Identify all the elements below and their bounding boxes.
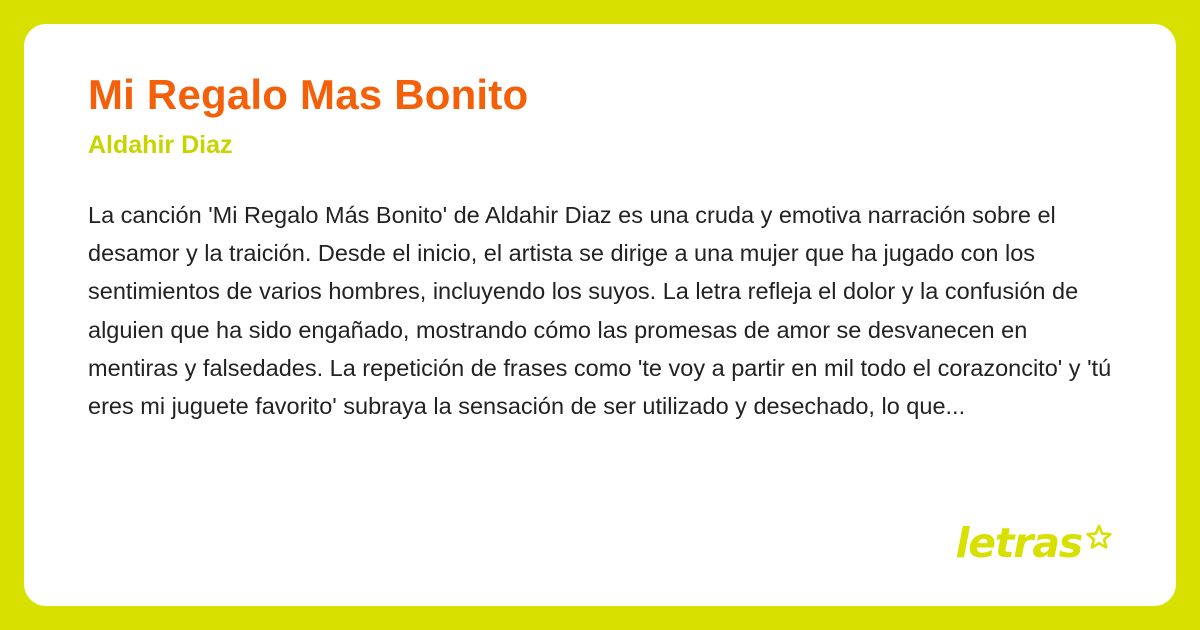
lyrics-summary-card [24, 24, 1176, 606]
page-title: Mi Regalo Mas Bonito [88, 71, 529, 118]
artist-name: Aldahir Diaz [88, 131, 233, 160]
letras-logo [955, 519, 1114, 567]
letras-wordmark: letras [955, 519, 1082, 567]
star-icon [1084, 523, 1114, 558]
song-summary-text: La canción 'Mi Regalo Más Bonito' de Aldahir Diaz es una cruda y emotiva narración sobre el desamor y la traición. Desde el inicio, el artista se dirige a una mujer que ha jugado con los sentimientos de varios hombres, incluyendo los suyos. La letra refleja el dolor y la confusión de alguien que ha sido engañado, mostrando cómo las promesas de amor se desvanecen en mentiras y falsedades. La repetición de frases como 'te voy a partir en mil todo el corazoncito' y 'tú eres mi juguete favorito' subraya la sensación de ser utilizado y desechado, lo que... [88, 201, 1112, 420]
